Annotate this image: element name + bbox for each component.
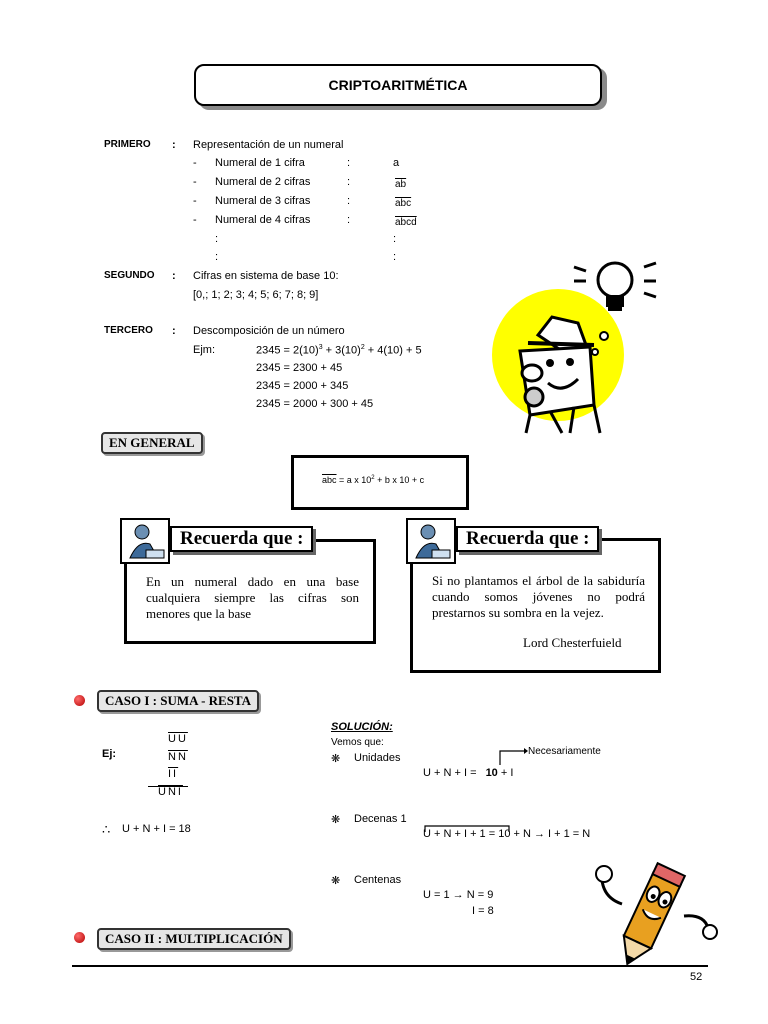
decenas-label: Decenas 1 <box>354 813 407 825</box>
student-writing-icon <box>406 518 456 564</box>
page-number: 52 <box>690 971 703 983</box>
addend-2: $\overline{NN}$ <box>168 751 188 763</box>
conclusion-equation: U + N + I = 18 <box>122 823 191 835</box>
necesariamente-note: Necesariamente <box>528 746 601 757</box>
thinking-man-illustration <box>490 255 680 435</box>
snowflake-icon: ❋ <box>331 814 341 826</box>
bullet-icon <box>74 695 85 706</box>
recuerda-left-tab: Recuerda que : <box>170 526 313 552</box>
snowflake-icon: ❋ <box>331 753 341 765</box>
centenas-equation-1: U = 1 → N = 9 <box>423 889 494 901</box>
tercero-label: TERCERO <box>104 325 153 336</box>
decomposition-line-3: 2345 = 2000 + 345 <box>256 380 349 392</box>
segundo-label: SEGUNDO <box>104 270 155 281</box>
unidades-label: Unidades <box>354 752 401 764</box>
ej-label: Ej: <box>102 748 117 760</box>
centenas-label: Centenas <box>354 874 402 886</box>
ejm-label: Ejm: <box>193 344 215 356</box>
segundo-text: Cifras en sistema de base 10: <box>193 270 339 282</box>
solucion-title: SOLUCIÓN: <box>331 721 393 733</box>
primero-colon: : <box>172 139 176 151</box>
arrow-icon <box>498 747 528 767</box>
page-title-box <box>194 64 602 106</box>
bracket-icon <box>423 822 513 834</box>
solucion-intro: Vemos que: <box>331 737 384 748</box>
tercero-text: Descomposición de un número <box>193 325 345 337</box>
centenas-equation-2: I = 8 <box>472 905 494 917</box>
digits-list: [0,; 1; 2; 3; 4; 5; 6; 7; 8; 9] <box>193 289 319 301</box>
primero-label: PRIMERO <box>104 139 151 150</box>
recuerda-left-text: En un numeral dado en una base cualquiera siempre las cifras son menores que la base <box>146 574 359 621</box>
decenas-equation: U + N + I + 1 = 10 + N → I + 1 = N <box>423 828 591 840</box>
quote-author: Lord Chesterfuield <box>523 635 622 650</box>
numeral-item-1: - Numeral de 1 cifra : a <box>193 157 400 169</box>
recuerda-right-text: Si no plantamos el árbol de la sabiduría cuando somos jóvenes no podrá prestarnos su sombra en la vejez. <box>432 573 645 620</box>
caso1-label: CASO I : SUMA - RESTA <box>97 690 259 712</box>
page-title: CRIPTOARITMÉTICA <box>328 77 468 93</box>
en-general-label: EN GENERAL <box>101 432 203 454</box>
caso2-label: CASO II : MULTIPLICACIÓN <box>97 928 291 950</box>
addend-3: $\overline{II}$ <box>168 768 179 780</box>
decomposition-line-2: 2345 = 2300 + 45 <box>256 362 343 374</box>
primero-text: Representación de un numeral <box>193 139 344 151</box>
tercero-colon: : <box>172 325 176 337</box>
ellipsis: : <box>215 233 219 245</box>
snowflake-icon: ❋ <box>331 875 341 887</box>
sum-result: $\overline{UNI}$ <box>158 786 183 798</box>
segundo-colon: : <box>172 270 176 282</box>
recuerda-right-tab: Recuerda que : <box>456 526 599 552</box>
general-formula: $\overline{abc} = a$ x $10^2 + b$ x 10 + c <box>322 475 425 485</box>
decomposition-line-1: $2345 = 2(10)^3 + 3(10)^2 + 4(10) + 5$ <box>256 344 422 357</box>
ellipsis: : <box>393 233 397 245</box>
decomposition-line-4: 2345 = 2000 + 300 + 45 <box>256 398 374 410</box>
addend-1: $\overline{UU}$ <box>168 733 188 745</box>
therefore-symbol: ∴ <box>102 822 111 837</box>
unidades-equation: U + N + I = 10 + I <box>423 767 514 779</box>
numeral-item-2: - Numeral de 2 cifras : $\overline{ab}$ <box>193 176 407 190</box>
numeral-item-4: - Numeral de 4 cifras : abcd <box>193 214 417 228</box>
formula-box <box>291 455 469 510</box>
bullet-icon <box>74 932 85 943</box>
numeral-item-3: - Numeral de 3 cifras : $\overline{abc}$ <box>193 195 412 209</box>
student-writing-icon <box>120 518 170 564</box>
ellipsis: : <box>215 251 219 263</box>
footer-rule <box>72 965 708 967</box>
pencil-character-illustration <box>592 858 722 976</box>
ellipsis: : <box>393 251 397 263</box>
